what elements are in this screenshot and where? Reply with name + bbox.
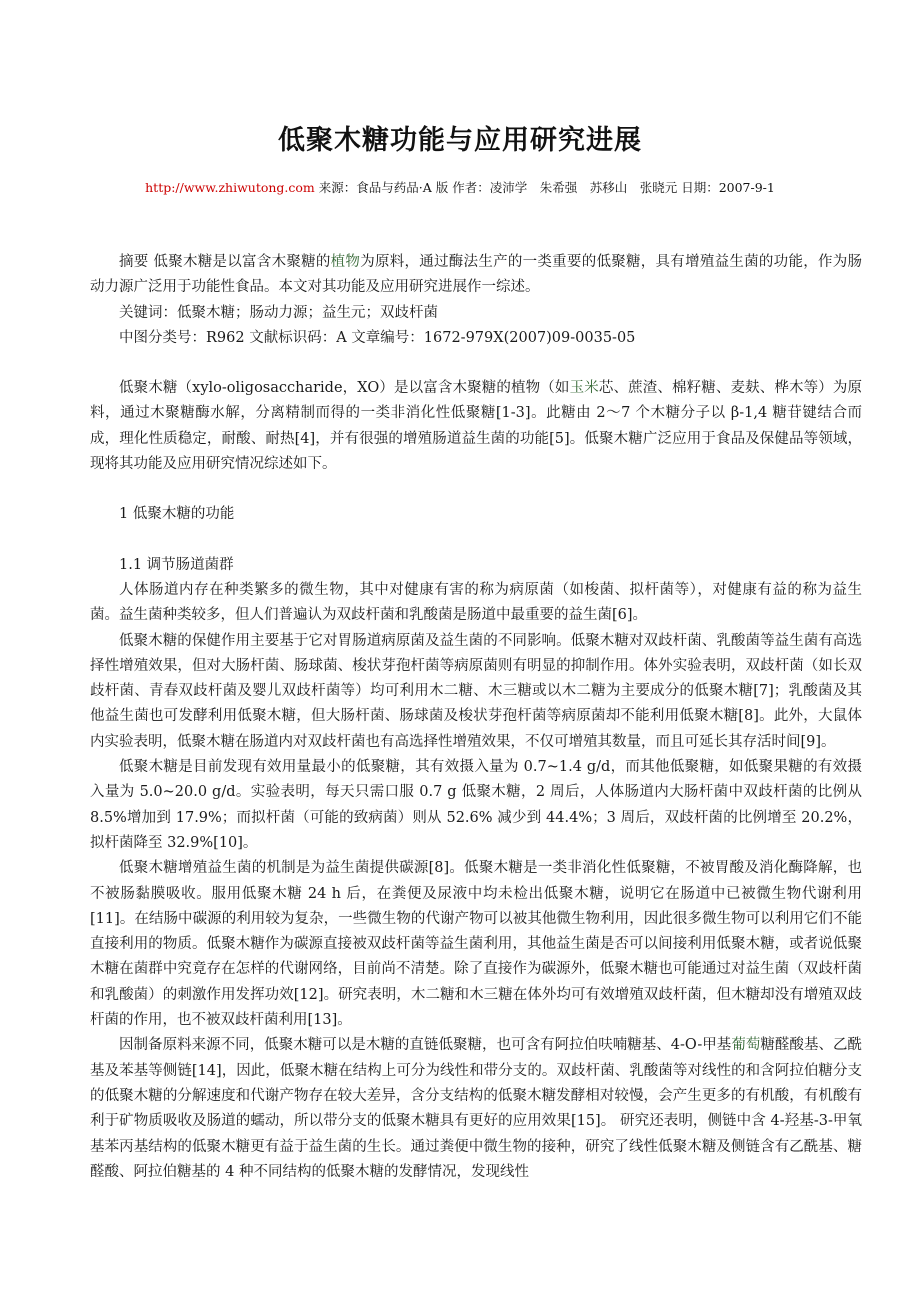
- abstract-text-b: 为原料，通过酶法生产的一类重要的低聚糖，具有增殖益生菌的功能，作为肠动力源广泛用于功能性食品。本文对其功能及应用研究进展作一综述。: [90, 254, 863, 296]
- plant-link[interactable]: 植物: [330, 254, 361, 270]
- grape-link[interactable]: 葡萄: [731, 1037, 761, 1054]
- source-url-link[interactable]: http://www.zhiwutong.com: [145, 180, 315, 195]
- section-1-heading: 1 低聚木糖的功能: [119, 506, 235, 523]
- abstract-label: 摘要: [119, 254, 149, 270]
- paragraph-1: 人体肠道内存在种类繁多的微生物，其中对健康有害的称为病原菌（如梭菌、拟杆菌等），对健康有益的称为益生菌。益生菌种类较多，但人们普遍认为双歧杆菌和乳酸菌是肠道中最重要的益生菌[6]。: [90, 581, 862, 624]
- section-1-1-heading: 1.1 调节肠道菌群: [119, 556, 234, 573]
- classification: 中图分类号：R962 文献标识码：A 文章编号：1672-979X(2007)09-0035-05: [119, 329, 636, 346]
- intro-paragraph: [90, 376, 862, 477]
- paragraph-3: 低聚木糖是目前发现有效用量最小的低聚糖，其有效摄入量为 0.7~1.4 g/d，而其他低聚糖，如低聚果糖的有效摄入量为 5.0~20.0 g/d。实验表明，每天只需口服 0.7 g 低聚木糖，2 周后，人体肠道内大肠杆菌中双歧杆菌的比例从 8.5%增加到 17.9%；而拟杆菌（可能的致病菌）则从 52.6% 减少到 44.4%；3 周后，双歧杆菌的比例增至 20.2%，拟杆菌降至 32.9%[10]。: [90, 759, 862, 851]
- article-title: 低聚木糖功能与应用研究进展: [278, 125, 642, 156]
- abstract-text-a: 低聚木糖是以富含木聚糖的: [148, 254, 331, 270]
- article-body: [90, 250, 862, 1185]
- abstract: [90, 250, 862, 301]
- paragraph-2: 低聚木糖的保健作用主要基于它对胃肠道病原菌及益生菌的不同影响。低聚木糖对双歧杆菌、乳酸菌等益生菌有高选择性增殖效果，但对大肠杆菌、肠球菌、梭状芽孢杆菌等病原菌则有明显的抑制作用。体外实验表明，双歧杆菌（如长双歧杆菌、青春双歧杆菌及婴儿双歧杆菌等）均可利用木二糖、木三糖或以木二糖为主要成分的低聚木糖[7]；乳酸菌及其他益生菌也可发酵利用低聚木糖，但大肠杆菌、肠球菌及梭状芽孢杆菌等病原菌却不能利用低聚木糖[8]。此外，大鼠体内实验表明，低聚木糖在肠道内对双歧杆菌也有高选择性增殖效果，不仅可增殖其数量，而且可延长其存活时间[9]。: [90, 632, 862, 750]
- paragraph-4: 低聚木糖增殖益生菌的机制是为益生菌提供碳源[8]。低聚木糖是一类非消化性低聚糖，不被胃酸及消化酶降解，也不被肠黏膜吸收。服用低聚木糖 24 h 后，在粪便及尿液中均未检出低聚木糖，说明它在肠道中已被微生物代谢利用[11]。在结肠中碳源的利用较为复杂，一些微生物的代谢产物可以被其他微生物利用，因此很多微生物可以利用它们不能直接利用的物质。低聚木糖作为碳源直接被双歧杆菌等益生菌利用，其他益生菌是否可以间接利用低聚木糖，或者说低聚木糖在菌群中究竟存在怎样的代谢网络，目前尚不清楚。除了直接作为碳源外，低聚木糖也可能通过对益生菌（双歧杆菌和乳酸菌）的刺激作用发挥功效[12]。研究表明，木二糖和木三糖在体外均可有效增殖双歧杆菌，但木糖却没有增殖双歧杆菌的作用，也不被双歧杆菌利用[13]。: [90, 860, 862, 1029]
- intro-text-a: 低聚木糖（xylo-oligosaccharide，XO）是以富含木聚糖的植物（如: [119, 380, 570, 397]
- keywords: 关键词：低聚木糖；肠动力源；益生元；双歧杆菌: [119, 304, 438, 321]
- paragraph-5: [90, 1033, 862, 1185]
- corn-link[interactable]: 玉米: [569, 380, 599, 397]
- intro-text-b: 芯、蔗渣、棉籽糖、麦麸、桦木等）为原料，通过木聚糖酶水解，分离精制而得的一类非消化性低聚糖[1-3]。此糖由 2～7 个木糖分子以 β-1,4 糖苷键结合而成，理化性质稳定，耐酸、耐热[4]，并有很强的增殖肠道益生菌的功能[5]。低聚木糖广泛应用于食品及保健品等领域，现将其功能及应用研究情况综述如下。: [90, 380, 863, 473]
- meta-info: 来源：食品与药品·A 版 作者：凌沛学 朱希强 苏移山 张晓元 日期：2007-9-1: [314, 180, 775, 195]
- article-meta: [0, 178, 920, 196]
- paragraph-5-text-a: 因制备原料来源不同，低聚木糖可以是木糖的直链低聚糖，也可含有阿拉伯呋喃糖基、4-O-甲基: [119, 1037, 732, 1054]
- paragraph-5-text-b: 糖醛酸基、乙酰基及苯基等侧链[14]，因此，低聚木糖在结构上可分为线性和带分支的。双歧杆菌、乳酸菌等对线性的和含阿拉伯糖分支的低聚木糖的分解速度和代谢产物存在较大差异，含分支结构的低聚木糖发酵相对较慢，会产生更多的有机酸，有机酸有利于矿物质吸收及肠道的蠕动，所以带分支的低聚木糖具有更好的应用效果[15]。 研究还表明，侧链中含 4-羟基-3-甲氧基苯丙基结构的低聚木糖更有益于益生菌的生长。通过粪便中微生物的接种，研究了线性低聚木糖及侧链含有乙酰基、糖醛酸、阿拉伯糖基的 4 种不同结构的低聚木糖的发酵情况，发现线性: [90, 1037, 863, 1180]
